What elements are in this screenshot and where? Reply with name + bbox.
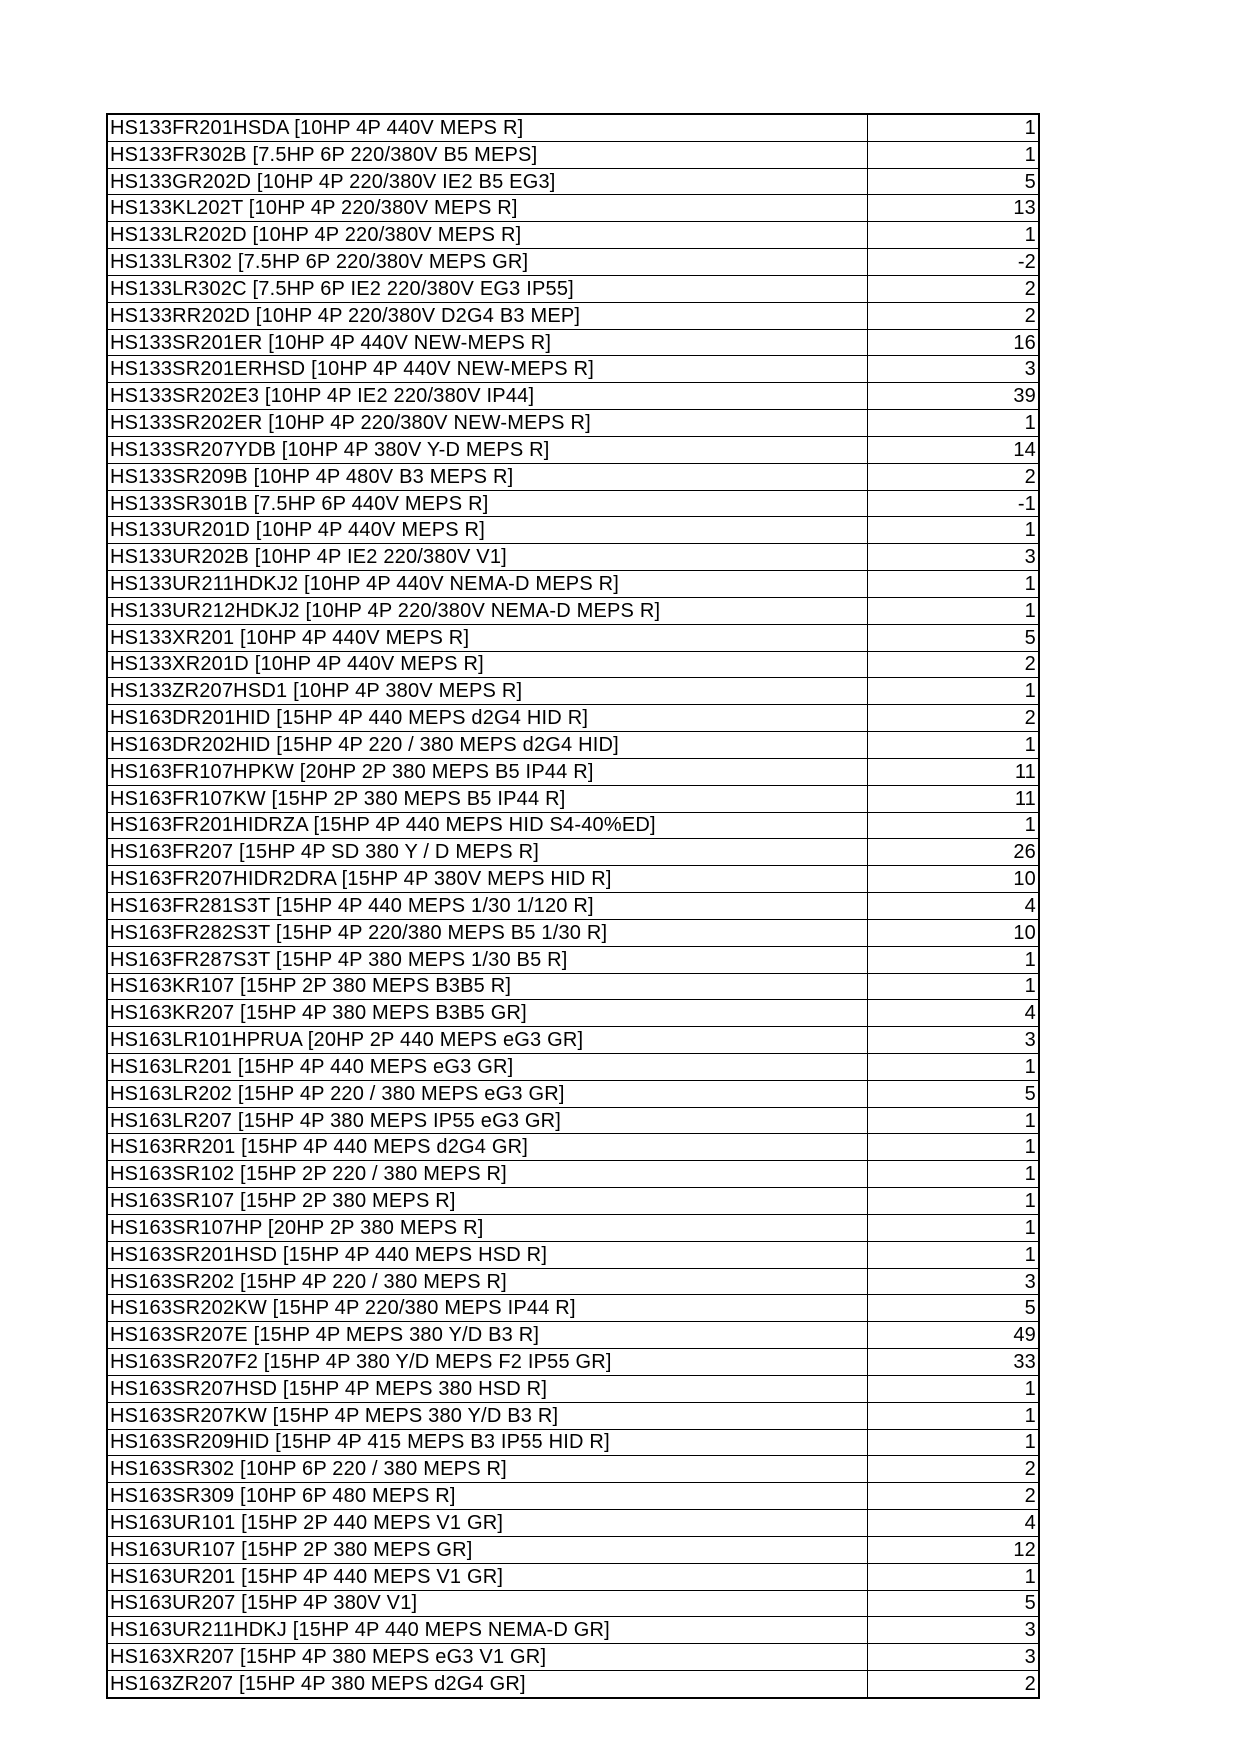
item-description-cell: HS133RR202D [10HP 4P 220/380V D2G4 B3 MEP] [108, 302, 868, 329]
table-row [108, 866, 1038, 893]
inventory-table [108, 115, 1038, 1697]
quantity-cell: 2 [868, 463, 1039, 490]
item-description-cell: HS163SR202 [15HP 4P 220 / 380 MEPS R] [108, 1268, 868, 1295]
table-row [108, 571, 1038, 598]
table-row [108, 946, 1038, 973]
item-description-cell: HS133LR202D [10HP 4P 220/380V MEPS R] [108, 222, 868, 249]
quantity-cell: 5 [868, 1295, 1039, 1322]
table-row [108, 1107, 1038, 1134]
quantity-cell: 2 [868, 1483, 1039, 1510]
item-description-cell: HS133GR202D [10HP 4P 220/380V IE2 B5 EG3] [108, 168, 868, 195]
table-row [108, 1349, 1038, 1376]
item-description-cell: HS163LR202 [15HP 4P 220 / 380 MEPS eG3 GR] [108, 1080, 868, 1107]
quantity-cell: 3 [868, 1644, 1039, 1671]
table-row [108, 1268, 1038, 1295]
table-row [108, 463, 1038, 490]
table-row [108, 410, 1038, 437]
item-description-cell: HS163FR207 [15HP 4P SD 380 Y / D MEPS R] [108, 839, 868, 866]
quantity-cell: -1 [868, 490, 1039, 517]
quantity-cell: 26 [868, 839, 1039, 866]
table-row [108, 705, 1038, 732]
item-description-cell: HS133SR202ER [10HP 4P 220/380V NEW-MEPS R] [108, 410, 868, 437]
quantity-cell: 5 [868, 1080, 1039, 1107]
item-description-cell: HS133XR201D [10HP 4P 440V MEPS R] [108, 651, 868, 678]
item-description-cell: HS163SR202KW [15HP 4P 220/380 MEPS IP44 R] [108, 1295, 868, 1322]
item-description-cell: HS163SR107 [15HP 2P 380 MEPS R] [108, 1188, 868, 1215]
item-description-cell: HS163SR207KW [15HP 4P MEPS 380 Y/D B3 R] [108, 1402, 868, 1429]
item-description-cell: HS163KR107 [15HP 2P 380 MEPS B3B5 R] [108, 973, 868, 1000]
table-row [108, 249, 1038, 276]
quantity-cell: 1 [868, 812, 1039, 839]
quantity-cell: 1 [868, 1375, 1039, 1402]
table-row [108, 1027, 1038, 1054]
table-row [108, 115, 1038, 141]
quantity-cell: 1 [868, 1402, 1039, 1429]
item-description-cell: HS163UR101 [15HP 2P 440 MEPS V1 GR] [108, 1510, 868, 1537]
item-description-cell: HS133UR211HDKJ2 [10HP 4P 440V NEMA-D MEPS R] [108, 571, 868, 598]
item-description-cell: HS133SR201ERHSD [10HP 4P 440V NEW-MEPS R] [108, 356, 868, 383]
item-description-cell: HS133XR201 [10HP 4P 440V MEPS R] [108, 624, 868, 651]
table-row [108, 1134, 1038, 1161]
item-description-cell: HS163FR287S3T [15HP 4P 380 MEPS 1/30 B5 R] [108, 946, 868, 973]
table-row [108, 1483, 1038, 1510]
item-description-cell: HS133SR301B [7.5HP 6P 440V MEPS R] [108, 490, 868, 517]
item-description-cell: HS163FR107HPKW [20HP 2P 380 MEPS B5 IP44 R] [108, 758, 868, 785]
inventory-table-body [108, 115, 1038, 1697]
table-row [108, 1375, 1038, 1402]
quantity-cell: 1 [868, 597, 1039, 624]
item-description-cell: HS133UR212HDKJ2 [10HP 4P 220/380V NEMA-D MEPS R] [108, 597, 868, 624]
table-row [108, 222, 1038, 249]
item-description-cell: HS163KR207 [15HP 4P 380 MEPS B3B5 GR] [108, 1000, 868, 1027]
item-description-cell: HS163UR211HDKJ [15HP 4P 440 MEPS NEMA-D GR] [108, 1617, 868, 1644]
item-description-cell: HS163UR207 [15HP 4P 380V V1] [108, 1590, 868, 1617]
quantity-cell: 1 [868, 1241, 1039, 1268]
table-row [108, 678, 1038, 705]
table-row [108, 275, 1038, 302]
quantity-cell: 4 [868, 893, 1039, 920]
table-row [108, 168, 1038, 195]
quantity-cell: 3 [868, 1268, 1039, 1295]
table-row [108, 544, 1038, 571]
quantity-cell: 3 [868, 1027, 1039, 1054]
table-row [108, 1161, 1038, 1188]
table-row [108, 1080, 1038, 1107]
table-row [108, 785, 1038, 812]
table-row [108, 1429, 1038, 1456]
item-description-cell: HS133LR302 [7.5HP 6P 220/380V MEPS GR] [108, 249, 868, 276]
table-row [108, 651, 1038, 678]
quantity-cell: 1 [868, 141, 1039, 168]
quantity-cell: 14 [868, 436, 1039, 463]
table-row [108, 732, 1038, 759]
quantity-cell: 12 [868, 1536, 1039, 1563]
table-row [108, 383, 1038, 410]
table-row [108, 1402, 1038, 1429]
quantity-cell: 1 [868, 517, 1039, 544]
table-row [108, 1510, 1038, 1537]
quantity-cell: 1 [868, 732, 1039, 759]
quantity-cell: 1 [868, 1134, 1039, 1161]
quantity-cell: -2 [868, 249, 1039, 276]
table-row [108, 1295, 1038, 1322]
quantity-cell: 11 [868, 758, 1039, 785]
table-row [108, 141, 1038, 168]
table-row [108, 1214, 1038, 1241]
quantity-cell: 1 [868, 678, 1039, 705]
item-description-cell: HS133SR202E3 [10HP 4P IE2 220/380V IP44] [108, 383, 868, 410]
item-description-cell: HS163SR207E [15HP 4P MEPS 380 Y/D B3 R] [108, 1322, 868, 1349]
item-description-cell: HS163SR201HSD [15HP 4P 440 MEPS HSD R] [108, 1241, 868, 1268]
quantity-cell: 39 [868, 383, 1039, 410]
quantity-cell: 2 [868, 651, 1039, 678]
quantity-cell: 1 [868, 115, 1039, 141]
quantity-cell: 4 [868, 1000, 1039, 1027]
table-row [108, 1536, 1038, 1563]
table-row [108, 195, 1038, 222]
item-description-cell: HS163FR107KW [15HP 2P 380 MEPS B5 IP44 R] [108, 785, 868, 812]
item-description-cell: HS163SR107HP [20HP 2P 380 MEPS R] [108, 1214, 868, 1241]
item-description-cell: HS133LR302C [7.5HP 6P IE2 220/380V EG3 IP55] [108, 275, 868, 302]
quantity-cell: 11 [868, 785, 1039, 812]
item-description-cell: HS133SR201ER [10HP 4P 440V NEW-MEPS R] [108, 329, 868, 356]
quantity-cell: 1 [868, 222, 1039, 249]
item-description-cell: HS133FR201HSDA [10HP 4P 440V MEPS R] [108, 115, 868, 141]
item-description-cell: HS163SR209HID [15HP 4P 415 MEPS B3 IP55 HID R] [108, 1429, 868, 1456]
table-row [108, 1644, 1038, 1671]
quantity-cell: 2 [868, 302, 1039, 329]
item-description-cell: HS163FR281S3T [15HP 4P 440 MEPS 1/30 1/120 R] [108, 893, 868, 920]
item-description-cell: HS133ZR207HSD1 [10HP 4P 380V MEPS R] [108, 678, 868, 705]
quantity-cell: 16 [868, 329, 1039, 356]
item-description-cell: HS163XR207 [15HP 4P 380 MEPS eG3 V1 GR] [108, 1644, 868, 1671]
quantity-cell: 2 [868, 1456, 1039, 1483]
table-row [108, 517, 1038, 544]
quantity-cell: 1 [868, 1429, 1039, 1456]
item-description-cell: HS163UR201 [15HP 4P 440 MEPS V1 GR] [108, 1563, 868, 1590]
table-row [108, 1456, 1038, 1483]
item-description-cell: HS163DR202HID [15HP 4P 220 / 380 MEPS d2G4 HID] [108, 732, 868, 759]
table-row [108, 624, 1038, 651]
item-description-cell: HS163FR207HIDR2DRA [15HP 4P 380V MEPS HID R] [108, 866, 868, 893]
quantity-cell: 2 [868, 275, 1039, 302]
table-row [108, 893, 1038, 920]
item-description-cell: HS163FR201HIDRZA [15HP 4P 440 MEPS HID S4-40%ED] [108, 812, 868, 839]
quantity-cell: 4 [868, 1510, 1039, 1537]
item-description-cell: HS133KL202T [10HP 4P 220/380V MEPS R] [108, 195, 868, 222]
quantity-cell: 1 [868, 571, 1039, 598]
item-description-cell: HS163SR309 [10HP 6P 480 MEPS R] [108, 1483, 868, 1510]
table-row [108, 490, 1038, 517]
item-description-cell: HS133UR202B [10HP 4P IE2 220/380V V1] [108, 544, 868, 571]
quantity-cell: 10 [868, 919, 1039, 946]
quantity-cell: 1 [868, 1053, 1039, 1080]
quantity-cell: 5 [868, 168, 1039, 195]
quantity-cell: 5 [868, 624, 1039, 651]
table-row [108, 1000, 1038, 1027]
table-row [108, 1671, 1038, 1697]
quantity-cell: 33 [868, 1349, 1039, 1376]
quantity-cell: 13 [868, 195, 1039, 222]
quantity-cell: 3 [868, 356, 1039, 383]
item-description-cell: HS163SR207HSD [15HP 4P MEPS 380 HSD R] [108, 1375, 868, 1402]
inventory-sheet [106, 113, 1040, 1699]
quantity-cell: 5 [868, 1590, 1039, 1617]
quantity-cell: 1 [868, 1214, 1039, 1241]
quantity-cell: 1 [868, 973, 1039, 1000]
table-row [108, 1563, 1038, 1590]
item-description-cell: HS163LR207 [15HP 4P 380 MEPS IP55 eG3 GR] [108, 1107, 868, 1134]
table-row [108, 919, 1038, 946]
item-description-cell: HS163RR201 [15HP 4P 440 MEPS d2G4 GR] [108, 1134, 868, 1161]
quantity-cell: 10 [868, 866, 1039, 893]
quantity-cell: 1 [868, 1188, 1039, 1215]
quantity-cell: 49 [868, 1322, 1039, 1349]
item-description-cell: HS163SR207F2 [15HP 4P 380 Y/D MEPS F2 IP55 GR] [108, 1349, 868, 1376]
table-row [108, 436, 1038, 463]
item-description-cell: HS163FR282S3T [15HP 4P 220/380 MEPS B5 1/30 R] [108, 919, 868, 946]
item-description-cell: HS163ZR207 [15HP 4P 380 MEPS d2G4 GR] [108, 1671, 868, 1697]
item-description-cell: HS163LR201 [15HP 4P 440 MEPS eG3 GR] [108, 1053, 868, 1080]
item-description-cell: HS133UR201D [10HP 4P 440V MEPS R] [108, 517, 868, 544]
table-row [108, 302, 1038, 329]
quantity-cell: 1 [868, 410, 1039, 437]
table-row [108, 758, 1038, 785]
item-description-cell: HS163SR102 [15HP 2P 220 / 380 MEPS R] [108, 1161, 868, 1188]
item-description-cell: HS163UR107 [15HP 2P 380 MEPS GR] [108, 1536, 868, 1563]
table-row [108, 356, 1038, 383]
quantity-cell: 3 [868, 544, 1039, 571]
table-row [108, 812, 1038, 839]
item-description-cell: HS163DR201HID [15HP 4P 440 MEPS d2G4 HID R] [108, 705, 868, 732]
table-row [108, 1590, 1038, 1617]
quantity-cell: 2 [868, 705, 1039, 732]
table-row [108, 597, 1038, 624]
table-row [108, 1188, 1038, 1215]
item-description-cell: HS163SR302 [10HP 6P 220 / 380 MEPS R] [108, 1456, 868, 1483]
item-description-cell: HS163LR101HPRUA [20HP 2P 440 MEPS eG3 GR] [108, 1027, 868, 1054]
quantity-cell: 2 [1024, 1672, 1036, 1695]
quantity-cell: 1 [868, 1107, 1039, 1134]
table-row [108, 1241, 1038, 1268]
quantity-cell: 1 [868, 1563, 1039, 1590]
item-description-cell: HS133SR209B [10HP 4P 480V B3 MEPS R] [108, 463, 868, 490]
quantity-cell: 3 [868, 1617, 1039, 1644]
quantity-cell: 1 [868, 1161, 1039, 1188]
table-row [108, 1053, 1038, 1080]
item-description-cell: HS133SR207YDB [10HP 4P 380V Y-D MEPS R] [108, 436, 868, 463]
item-description-cell: HS133FR302B [7.5HP 6P 220/380V B5 MEPS] [108, 141, 868, 168]
quantity-cell: 1 [868, 946, 1039, 973]
table-row [108, 1322, 1038, 1349]
table-row [108, 329, 1038, 356]
table-row [108, 973, 1038, 1000]
table-row [108, 839, 1038, 866]
table-row [108, 1617, 1038, 1644]
